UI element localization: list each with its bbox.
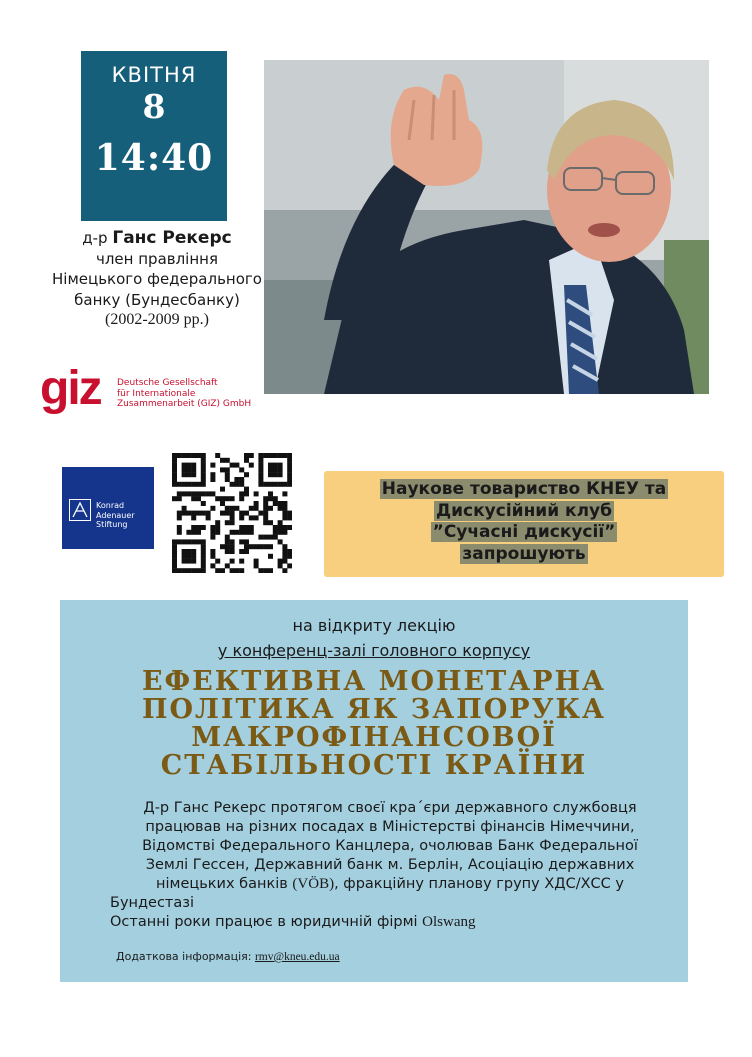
speaker-role-2: Німецького федерального — [52, 270, 262, 288]
contact-info — [116, 950, 340, 963]
event-time: 14:40 — [94, 137, 214, 179]
contact-email-link[interactable]: rmv@kneu.edu.ua — [254, 951, 340, 963]
giz-logo-mark: giz — [40, 362, 101, 415]
bio-line-5b: (VÖB) — [292, 876, 335, 892]
invitation-line-2: Дискусійний клуб — [436, 500, 612, 521]
event-month: КВІТНЯ — [111, 63, 197, 87]
kas-line-2: Adenauer — [96, 510, 135, 520]
date-box — [81, 51, 227, 221]
bio-line-7b: Olswang — [422, 914, 476, 930]
lecture-title — [60, 668, 688, 780]
bio-line-7 — [110, 913, 670, 932]
giz-line-1: Deutsche Gesellschaft — [117, 378, 218, 388]
speaker-prefix: д-р — [82, 229, 108, 247]
invitation-line-1: Наукове товариство КНЕУ та — [381, 479, 667, 499]
kas-logo — [62, 467, 154, 549]
invitation-box — [324, 471, 724, 577]
speaker-name: Ганс Рекерс — [112, 228, 232, 248]
bio-line-5 — [110, 875, 670, 894]
lecture-title-4: СТАБІЛЬНОСТІ КРАЇНИ — [160, 750, 588, 781]
bio-line-5c: , фракційну планову групу ХДС/ХСС у — [334, 876, 624, 892]
speaker-years: (2002-2009 рр.) — [105, 311, 209, 328]
qr-code[interactable] — [172, 453, 292, 573]
invitation-line-4: запрошують — [462, 543, 586, 564]
lecture-venue: у конференц-залі головного корпусу — [217, 641, 531, 660]
kas-emblem-icon — [69, 499, 91, 521]
bio-line-5a: німецьких банків — [156, 876, 293, 892]
bio-line-4: Землі Гессен, Державний банк м. Берлін, Асоціацію державних — [145, 857, 635, 873]
speaker-role-1: член правління — [95, 249, 218, 268]
speaker-photo — [264, 60, 709, 394]
speaker-bio — [110, 799, 670, 932]
kas-logo-text — [96, 501, 135, 530]
kas-line-1: Konrad — [96, 501, 125, 510]
bio-line-3: Відомстві Федерального Канцлера, очолював Банк Федеральної — [142, 838, 638, 854]
giz-line-2: für Internationale — [117, 388, 196, 399]
speaker-role-3: банку (Бундесбанку) — [74, 290, 240, 309]
speaker-info — [40, 228, 274, 331]
bio-line-6: Бундестазі — [110, 895, 194, 911]
bio-line-2: працював на різних посадах в Міністерстві фінансів Німеччини, — [145, 819, 635, 835]
kas-line-3: Stiftung — [96, 520, 128, 529]
lecture-panel — [60, 600, 688, 982]
speaker-name-line — [40, 228, 274, 249]
bio-line-1: Д-р Ганс Рекерс протягом своєї кра´єри державного службовця — [143, 800, 637, 816]
lecture-title-2: ПОЛІТИКА ЯК ЗАПОРУКА — [141, 694, 607, 725]
giz-logo-text — [117, 378, 251, 410]
contact-label: Додаткова інформація: — [116, 950, 252, 963]
event-day: 8 — [142, 87, 166, 126]
lecture-title-3: МАКРОФІНАНСОВОЇ — [191, 722, 557, 753]
giz-line-3: Zusammenarbeit (GIZ) GmbH — [117, 399, 252, 409]
invitation-line-3: ”Сучасні дискусії” — [432, 522, 616, 542]
lecture-intro: на відкриту лекцію — [292, 616, 456, 635]
lecture-title-1: ЕФЕКТИВНА МОНЕТАРНА — [141, 666, 607, 697]
bio-line-7a: Останні роки працює в юридичній фірмі — [110, 914, 423, 930]
giz-logo — [36, 345, 258, 443]
invitation-text — [324, 479, 724, 565]
lecture-venue-line — [60, 641, 688, 660]
